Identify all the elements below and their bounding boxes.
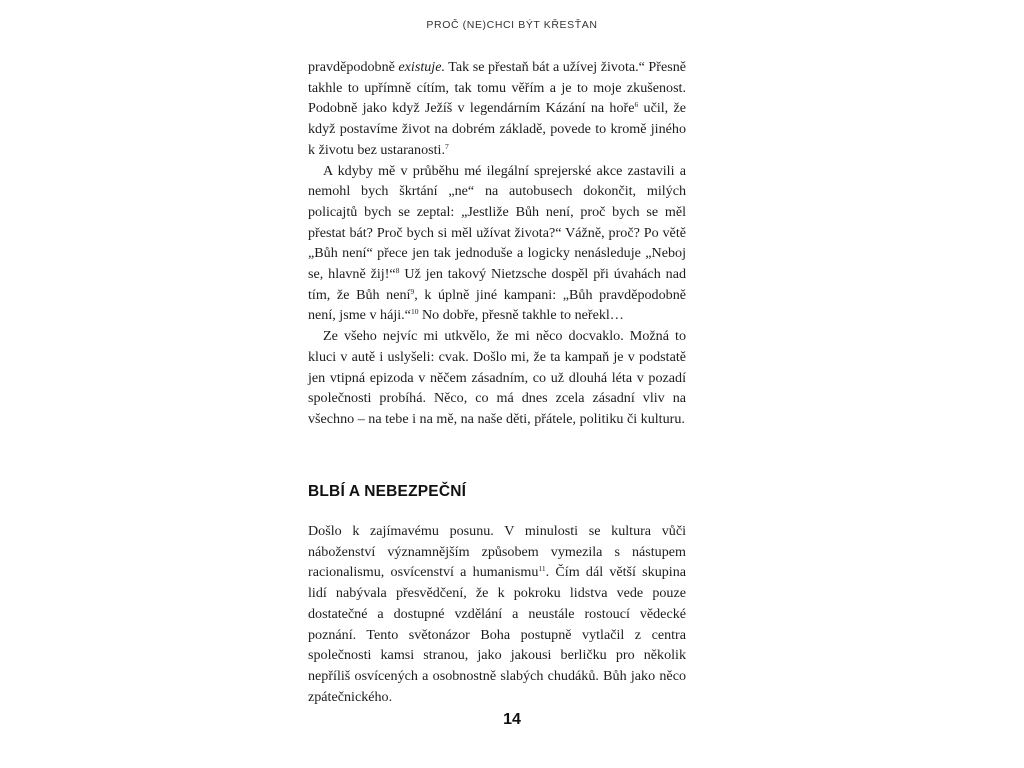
footnote-ref: 9 <box>410 286 415 296</box>
body-text <box>308 57 686 430</box>
section-body <box>308 521 686 707</box>
paragraph: pravděpodobně existuje. Tak se přestaň bát a užívej života.“ Přesně takhle to upřímně cítím, tak tomu věřím a je to moje zkušenost. Podobně jako když Ježíš v legendárním Kázání na hoře$^6$ učil, že když postavíme život na dobrém základě, povede to kromě jiného k životu bez ustaranosti.$^7$ <box>308 59 687 158</box>
footnote-ref: 10 <box>410 307 419 317</box>
page-number: 14 <box>503 711 521 728</box>
footnote-ref: 8 <box>395 266 400 276</box>
paragraph: Ze všeho nejvíc mi utkvělo, že mi něco docvaklo. Možná to kluci v autě i uslyšeli: cvak. Došlo mi, že ta kampaň je v podstatě jen vtipná epizoda v něčem zásadním, co už dlouhá léta v pozadí společnosti probíhá. Něco, co má dnes zcela zásadní vliv na všechno – na tebe i na mě, na naše děti, přátele, politiku či kulturu. <box>308 328 686 427</box>
paragraph: Došlo k zajímavému posunu. V minulosti se kultura vůči náboženství významnějším způsobem vymezila s nástupem racionalismu, osvícenství a humanismu$^{11}$. Čím dál větší skupina lidí nabývala přesvědčení, že k pokroku lidstva vede pouze dostatečné a dostupné vzdělání a neustále rostoucí vědecké poznání. Tento světonázor Boha postupně vytlačil z centra společnosti kamsi stranou, jako jakousi berličku pro několik nepříliš osvícených a osobnostně slabých chudáků. Bůh jako něco zpátečnického. <box>308 523 687 705</box>
running-head: PROČ (NE)CHCI BÝT KŘESŤAN <box>426 19 598 31</box>
section-heading: BLBÍ A NEBEZPEČNÍ <box>308 483 467 500</box>
footnote-ref: 6 <box>634 100 639 110</box>
footnote-ref: 11 <box>538 564 546 574</box>
paragraph: A kdyby mě v průběhu mé ilegální sprejerské akce zastavili a nemohl bych škrtání „ne“ na autobusech dokončit, milých policajtů bych se zeptal: „Jestliže Bůh není, proč bych se měl přestat bát? Proč bych si měl užívat života?“ Vážně, proč? Po větě „Bůh není“ přece jen tak jednoduše a logicky nenásleduje „Neboj se, hlavně žij!“$^8$ Už jen takový Nietzsche dospěl při úvahách nad tím, že Bůh není$^9$, k úplně jiné kampani: „Bůh pravděpodobně není, jsme v háji.“$^{10}$ No dobře, přesně takhle to neřekl… <box>308 162 686 324</box>
footnote-ref: 7 <box>445 141 449 151</box>
